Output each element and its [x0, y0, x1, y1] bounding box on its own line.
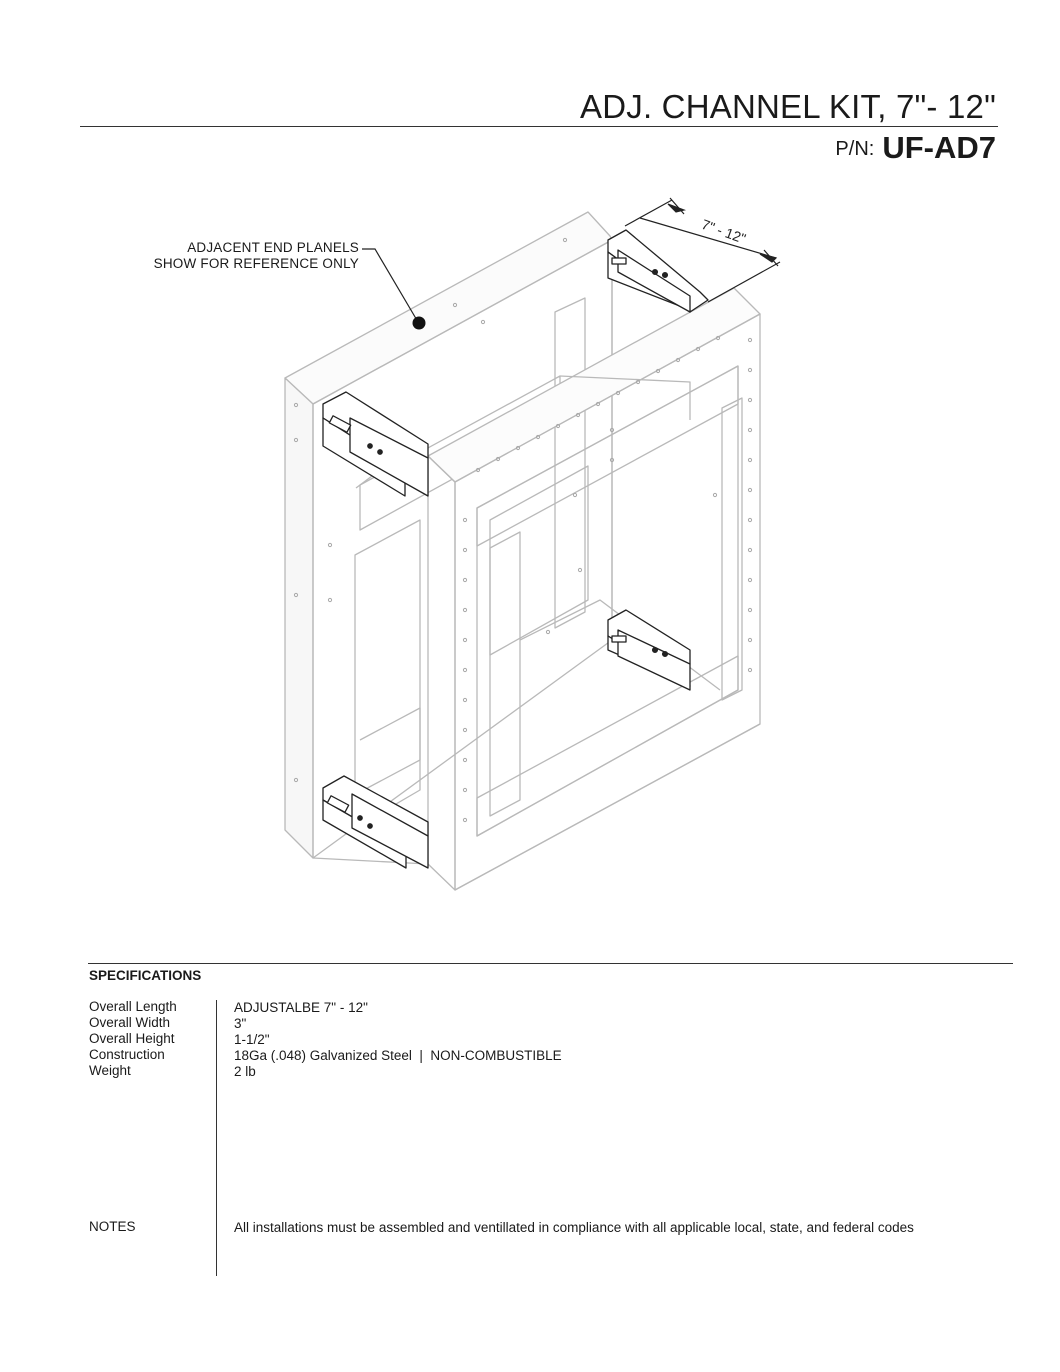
notes-label: NOTES: [89, 1219, 136, 1234]
notes-text: All installations must be assembled and ventillated in compliance with all applicable local, state, and federal codes: [234, 1220, 914, 1235]
back-end-panel: [285, 212, 612, 858]
front-right-holes: [748, 338, 751, 671]
channel-bottom-left: [323, 776, 428, 868]
callout-line-1: ADJACENT END PLANELS: [187, 240, 359, 255]
callout-line-2: SHOW FOR REFERENCE ONLY: [153, 256, 359, 271]
spec-label: Weight: [89, 1063, 131, 1078]
title-divider: [80, 126, 998, 127]
dimension-label: 7" - 12": [699, 215, 748, 247]
spec-label: Overall Height: [89, 1031, 175, 1046]
back-panel-holes: [294, 238, 716, 781]
spec-value: 1-1/2": [234, 1032, 270, 1047]
channel-bottom-right: [608, 610, 690, 690]
specifications-column-divider: [216, 1000, 217, 1276]
channel-top-right: [608, 230, 708, 312]
channel-top-left: [323, 392, 428, 496]
specifications-heading: SPECIFICATIONS: [89, 968, 202, 983]
spec-value: ADJUSTALBE 7" - 12": [234, 1000, 368, 1015]
specifications-divider: [88, 963, 1013, 964]
spec-value: 18Ga (.048) Galvanized Steel | NON-COMBUSTIBLE: [234, 1048, 562, 1063]
spec-label: Construction: [89, 1047, 165, 1062]
callout-leader: [362, 249, 426, 330]
spec-label: Overall Length: [89, 999, 177, 1014]
part-number-label: P/N:: [835, 138, 875, 160]
spec-label: Overall Width: [89, 1015, 171, 1030]
channel-kit-isometric-drawing: [0, 160, 1060, 900]
document-title: ADJ. CHANNEL KIT, 7"- 12": [580, 88, 996, 125]
spec-value: 2 lb: [234, 1064, 256, 1079]
part-number-value: UF-AD7: [882, 130, 996, 165]
front-left-holes: [463, 518, 466, 821]
spec-value: 3": [234, 1016, 247, 1031]
specification-labels: [89, 999, 177, 1079]
specification-values: [234, 1000, 562, 1080]
